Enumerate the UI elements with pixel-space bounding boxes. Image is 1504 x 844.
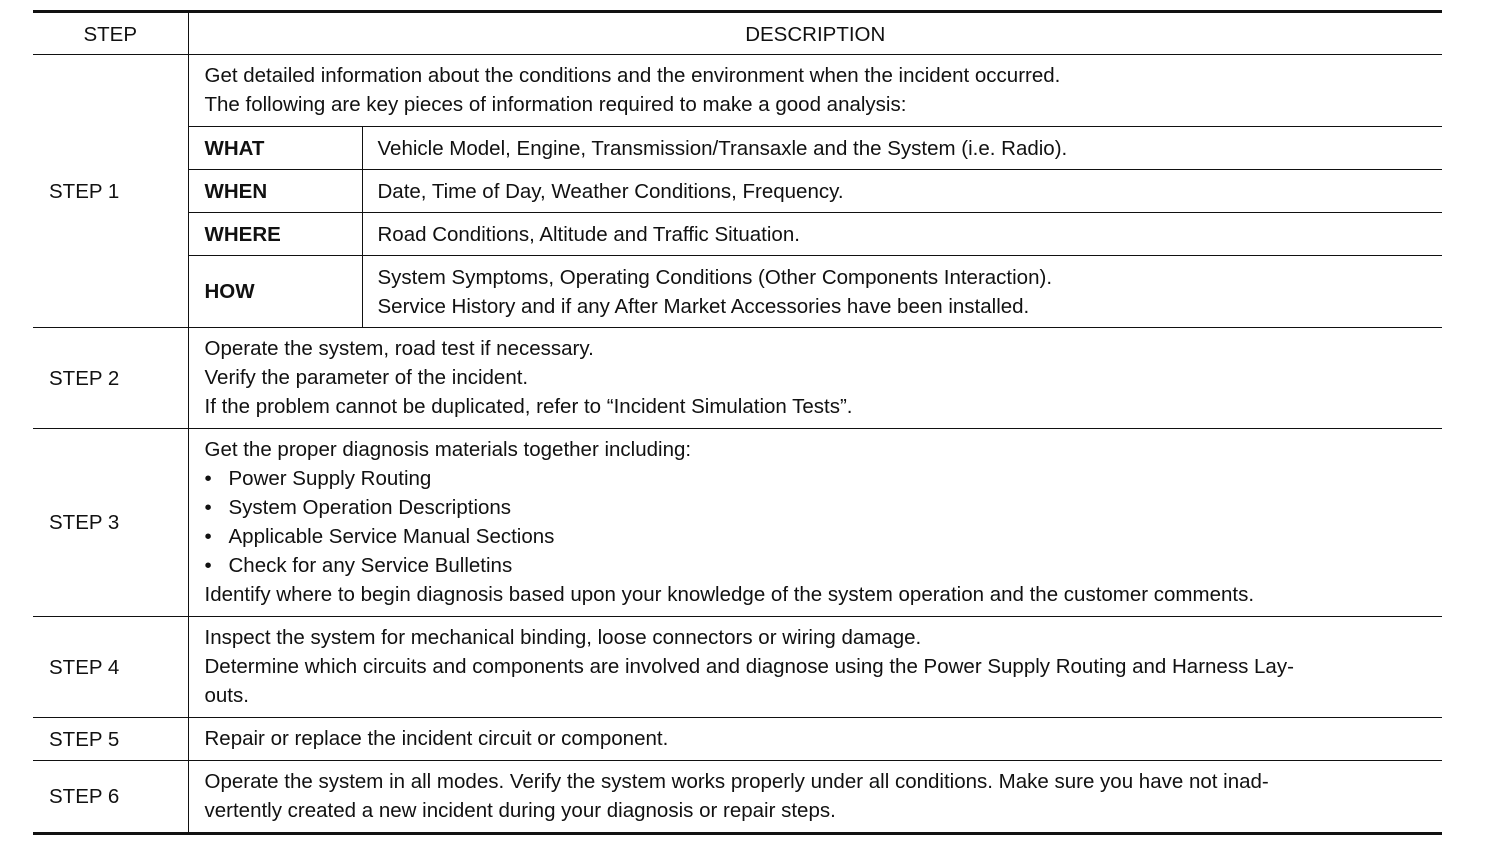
step-1-intro-line: The following are key pieces of information required to make a good analysis:: [204, 93, 907, 116]
when-value: [362, 170, 1442, 213]
what-value-line: Vehicle Model, Engine, Transmission/Transaxle and the System (i.e. Radio).: [377, 136, 1068, 160]
bullet-item: [205, 551, 1433, 580]
bullet-symbol: •: [204, 496, 212, 519]
table-header-row: [33, 12, 1442, 55]
step-1-row: [33, 55, 1442, 127]
step-4-description: [188, 617, 1442, 718]
description-column-header: DESCRIPTION: [188, 12, 1442, 55]
where-key: WHERE: [188, 213, 362, 256]
step-1-intro: [188, 55, 1442, 127]
step-6-description: [188, 761, 1442, 834]
step-6-label: STEP 6: [33, 761, 188, 834]
bullet-symbol: •: [204, 525, 212, 548]
step-4-line: Determine which circuits and components are involved and diagnose using the Power Supply Routing and Harness Lay-: [204, 655, 1294, 678]
where-value: [362, 213, 1442, 256]
how-key: HOW: [188, 256, 362, 328]
step-4-label: STEP 4: [33, 617, 188, 718]
step-2-line: Verify the parameter of the incident.: [204, 366, 529, 389]
when-key: WHEN: [188, 170, 362, 213]
step-3-intro: Get the proper diagnosis materials together including:: [204, 438, 692, 461]
bullet-text: Check for any Service Bulletins: [228, 554, 513, 577]
step-3-outro: Identify where to begin diagnosis based upon your knowledge of the system operation and the customer comments.: [204, 583, 1255, 606]
diagnosis-steps-table: [33, 10, 1442, 835]
step-1-how-row: [33, 256, 1442, 328]
step-column-header: STEP: [33, 12, 188, 55]
step-2-line: If the problem cannot be duplicated, refer to “Incident Simulation Tests”.: [204, 395, 853, 418]
how-value-line: Service History and if any After Market Accessories have been installed.: [377, 294, 1030, 318]
step-2-line: Operate the system, road test if necessary.: [204, 337, 594, 360]
bullet-item: [205, 522, 1433, 551]
bullet-text: System Operation Descriptions: [228, 496, 512, 519]
step-2-row: [33, 328, 1442, 429]
step-4-line: Inspect the system for mechanical binding, loose connectors or wiring damage.: [204, 626, 922, 649]
how-value: [362, 256, 1442, 328]
how-value-line: System Symptoms, Operating Conditions (Other Components Interaction).: [377, 265, 1053, 289]
step-4-row: [33, 617, 1442, 718]
step-5-description: [188, 718, 1442, 761]
step-1-where-row: [33, 213, 1442, 256]
bullet-item: [205, 493, 1433, 522]
step-5-row: [33, 718, 1442, 761]
when-value-line: Date, Time of Day, Weather Conditions, Frequency.: [377, 179, 844, 203]
step-5-line: Repair or replace the incident circuit or component.: [204, 727, 669, 750]
step-3-row: [33, 429, 1442, 617]
bullet-symbol: •: [204, 467, 212, 490]
where-value-line: Road Conditions, Altitude and Traffic Situation.: [377, 222, 800, 246]
step-1-intro-line: Get detailed information about the conditions and the environment when the incident occurred.: [204, 64, 1061, 87]
step-4-line: outs.: [204, 684, 249, 707]
step-1-what-row: [33, 127, 1442, 170]
what-value: [362, 127, 1442, 170]
step-2-label: STEP 2: [33, 328, 188, 429]
step-6-line: vertently created a new incident during your diagnosis or repair steps.: [204, 799, 836, 822]
step-1-label: STEP 1: [33, 55, 188, 328]
step-5-label: STEP 5: [33, 718, 188, 761]
bullet-text: Applicable Service Manual Sections: [228, 525, 555, 548]
step-3-description: [188, 429, 1442, 617]
bullet-item: [205, 464, 1433, 493]
what-key: WHAT: [188, 127, 362, 170]
bullet-text: Power Supply Routing: [228, 467, 432, 490]
step-2-description: [188, 328, 1442, 429]
step-6-line: Operate the system in all modes. Verify the system works properly under all conditions. Make sure you have not inad-: [204, 770, 1269, 793]
bullet-symbol: •: [204, 554, 212, 577]
step-1-when-row: [33, 170, 1442, 213]
step-6-row: [33, 761, 1442, 834]
step-3-label: STEP 3: [33, 429, 188, 617]
